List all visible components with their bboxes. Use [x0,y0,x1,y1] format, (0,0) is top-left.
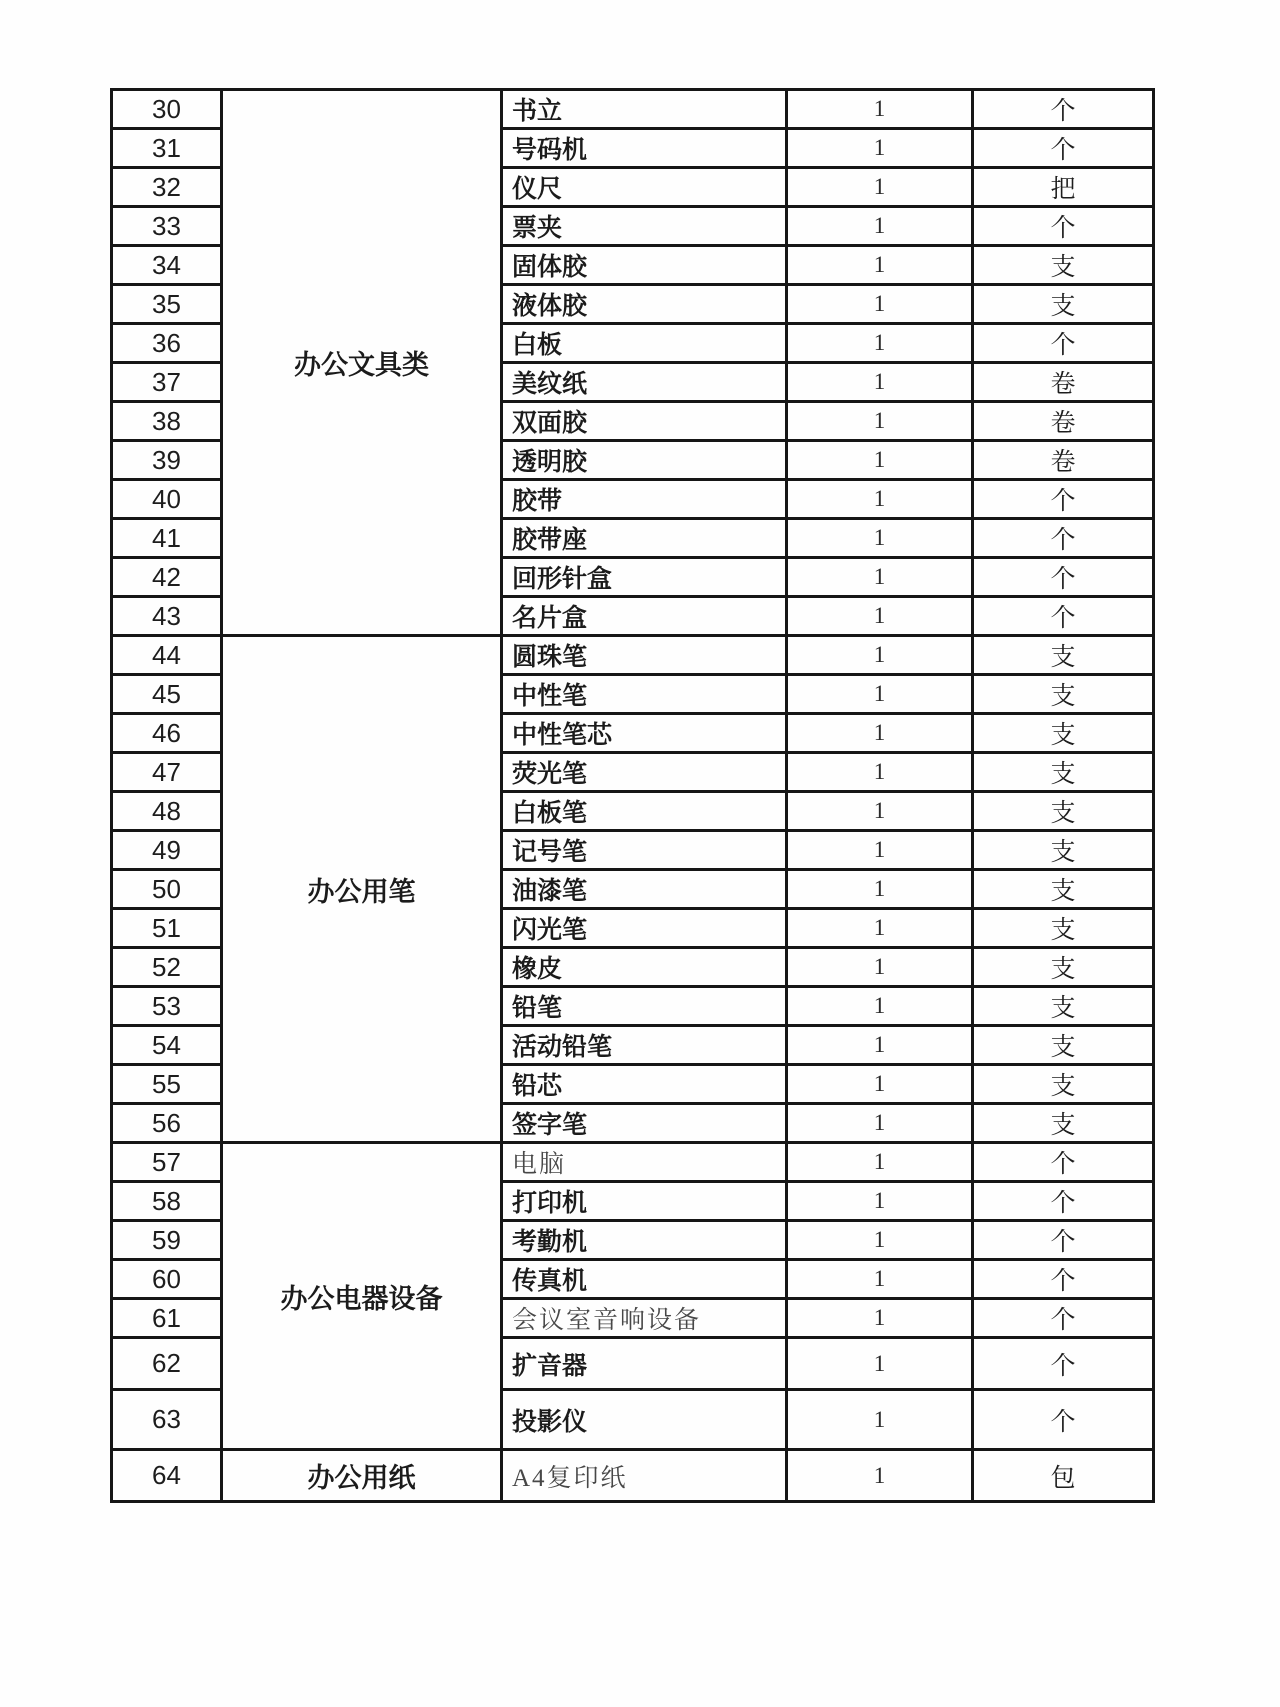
row-number-cell: 40 [112,480,222,519]
quantity-cell: 1 [787,519,973,558]
row-number-cell: 63 [112,1390,222,1450]
unit-cell: 支 [973,948,1154,987]
unit-cell: 个 [973,480,1154,519]
unit-cell: 支 [973,831,1154,870]
item-name-cell: 油漆笔 [502,870,787,909]
quantity-cell: 1 [787,987,973,1026]
quantity-cell: 1 [787,597,973,636]
row-number-cell: 30 [112,90,222,129]
unit-cell: 支 [973,1065,1154,1104]
unit-cell: 个 [973,1260,1154,1299]
quantity-cell: 1 [787,636,973,675]
quantity-cell: 1 [787,1026,973,1065]
unit-cell: 个 [973,1390,1154,1450]
quantity-cell: 1 [787,1450,973,1502]
item-name-cell: 回形针盒 [502,558,787,597]
quantity-cell: 1 [787,207,973,246]
row-number-cell: 54 [112,1026,222,1065]
quantity-cell: 1 [787,129,973,168]
unit-cell: 支 [973,753,1154,792]
row-number-cell: 47 [112,753,222,792]
item-name-cell: 号码机 [502,129,787,168]
quantity-cell: 1 [787,363,973,402]
item-name-cell: 电脑 [502,1143,787,1182]
quantity-cell: 1 [787,402,973,441]
unit-cell: 支 [973,675,1154,714]
table-row [112,1143,1154,1182]
quantity-cell: 1 [787,714,973,753]
row-number-cell: 55 [112,1065,222,1104]
quantity-cell: 1 [787,558,973,597]
category-cell: 办公用笔 [222,636,502,1143]
item-name-cell: 传真机 [502,1260,787,1299]
quantity-cell: 1 [787,1221,973,1260]
quantity-cell: 1 [787,168,973,207]
quantity-cell: 1 [787,480,973,519]
row-number-cell: 39 [112,441,222,480]
unit-cell: 支 [973,1026,1154,1065]
row-number-cell: 41 [112,519,222,558]
item-name-cell: 白板 [502,324,787,363]
row-number-cell: 62 [112,1338,222,1390]
unit-cell: 支 [973,246,1154,285]
item-name-cell: 美纹纸 [502,363,787,402]
unit-cell: 个 [973,1338,1154,1390]
supplies-table [110,88,1155,1503]
unit-cell: 支 [973,987,1154,1026]
quantity-cell: 1 [787,792,973,831]
row-number-cell: 34 [112,246,222,285]
row-number-cell: 43 [112,597,222,636]
quantity-cell: 1 [787,675,973,714]
quantity-cell: 1 [787,870,973,909]
item-name-cell: 透明胶 [502,441,787,480]
row-number-cell: 53 [112,987,222,1026]
quantity-cell: 1 [787,1390,973,1450]
quantity-cell: 1 [787,753,973,792]
quantity-cell: 1 [787,1104,973,1143]
item-name-cell: 考勤机 [502,1221,787,1260]
row-number-cell: 37 [112,363,222,402]
unit-cell: 个 [973,558,1154,597]
unit-cell: 卷 [973,441,1154,480]
item-name-cell: 白板笔 [502,792,787,831]
row-number-cell: 56 [112,1104,222,1143]
row-number-cell: 46 [112,714,222,753]
item-name-cell: 扩音器 [502,1338,787,1390]
unit-cell: 支 [973,285,1154,324]
item-name-cell: 液体胶 [502,285,787,324]
item-name-cell: 铅芯 [502,1065,787,1104]
table-row [112,636,1154,675]
item-name-cell: 仪尺 [502,168,787,207]
item-name-cell: 投影仪 [502,1390,787,1450]
row-number-cell: 38 [112,402,222,441]
row-number-cell: 64 [112,1450,222,1502]
row-number-cell: 42 [112,558,222,597]
supplies-table-body [112,90,1154,1502]
row-number-cell: 31 [112,129,222,168]
quantity-cell: 1 [787,246,973,285]
category-cell: 办公用纸 [222,1450,502,1502]
table-row [112,1450,1154,1502]
unit-cell: 个 [973,1221,1154,1260]
unit-cell: 支 [973,792,1154,831]
item-name-cell: 票夹 [502,207,787,246]
unit-cell: 个 [973,519,1154,558]
unit-cell: 包 [973,1450,1154,1502]
category-cell: 办公电器设备 [222,1143,502,1450]
quantity-cell: 1 [787,90,973,129]
item-name-cell: 双面胶 [502,402,787,441]
quantity-cell: 1 [787,1182,973,1221]
unit-cell: 支 [973,870,1154,909]
unit-cell: 支 [973,636,1154,675]
item-name-cell: 荧光笔 [502,753,787,792]
quantity-cell: 1 [787,285,973,324]
item-name-cell: 中性笔芯 [502,714,787,753]
unit-cell: 个 [973,1299,1154,1338]
row-number-cell: 57 [112,1143,222,1182]
item-name-cell: 书立 [502,90,787,129]
unit-cell: 个 [973,1143,1154,1182]
unit-cell: 卷 [973,363,1154,402]
unit-cell: 个 [973,90,1154,129]
item-name-cell: 打印机 [502,1182,787,1221]
item-name-cell: 名片盒 [502,597,787,636]
quantity-cell: 1 [787,1065,973,1104]
row-number-cell: 44 [112,636,222,675]
item-name-cell: 铅笔 [502,987,787,1026]
item-name-cell: 胶带座 [502,519,787,558]
row-number-cell: 49 [112,831,222,870]
unit-cell: 卷 [973,402,1154,441]
quantity-cell: 1 [787,1299,973,1338]
item-name-cell: A4复印纸 [502,1450,787,1502]
item-name-cell: 固体胶 [502,246,787,285]
unit-cell: 支 [973,1104,1154,1143]
table-row [112,90,1154,129]
row-number-cell: 60 [112,1260,222,1299]
item-name-cell: 会议室音响设备 [502,1299,787,1338]
item-name-cell: 橡皮 [502,948,787,987]
unit-cell: 个 [973,129,1154,168]
category-cell: 办公文具类 [222,90,502,636]
unit-cell: 支 [973,909,1154,948]
quantity-cell: 1 [787,1260,973,1299]
item-name-cell: 签字笔 [502,1104,787,1143]
row-number-cell: 50 [112,870,222,909]
quantity-cell: 1 [787,1338,973,1390]
unit-cell: 个 [973,1182,1154,1221]
item-name-cell: 圆珠笔 [502,636,787,675]
quantity-cell: 1 [787,324,973,363]
quantity-cell: 1 [787,441,973,480]
unit-cell: 个 [973,324,1154,363]
item-name-cell: 中性笔 [502,675,787,714]
row-number-cell: 48 [112,792,222,831]
item-name-cell: 胶带 [502,480,787,519]
row-number-cell: 52 [112,948,222,987]
row-number-cell: 32 [112,168,222,207]
row-number-cell: 36 [112,324,222,363]
unit-cell: 个 [973,207,1154,246]
row-number-cell: 59 [112,1221,222,1260]
item-name-cell: 活动铅笔 [502,1026,787,1065]
row-number-cell: 45 [112,675,222,714]
row-number-cell: 61 [112,1299,222,1338]
row-number-cell: 58 [112,1182,222,1221]
unit-cell: 支 [973,714,1154,753]
row-number-cell: 51 [112,909,222,948]
quantity-cell: 1 [787,831,973,870]
row-number-cell: 35 [112,285,222,324]
quantity-cell: 1 [787,1143,973,1182]
row-number-cell: 33 [112,207,222,246]
unit-cell: 把 [973,168,1154,207]
quantity-cell: 1 [787,909,973,948]
item-name-cell: 闪光笔 [502,909,787,948]
quantity-cell: 1 [787,948,973,987]
item-name-cell: 记号笔 [502,831,787,870]
unit-cell: 个 [973,597,1154,636]
